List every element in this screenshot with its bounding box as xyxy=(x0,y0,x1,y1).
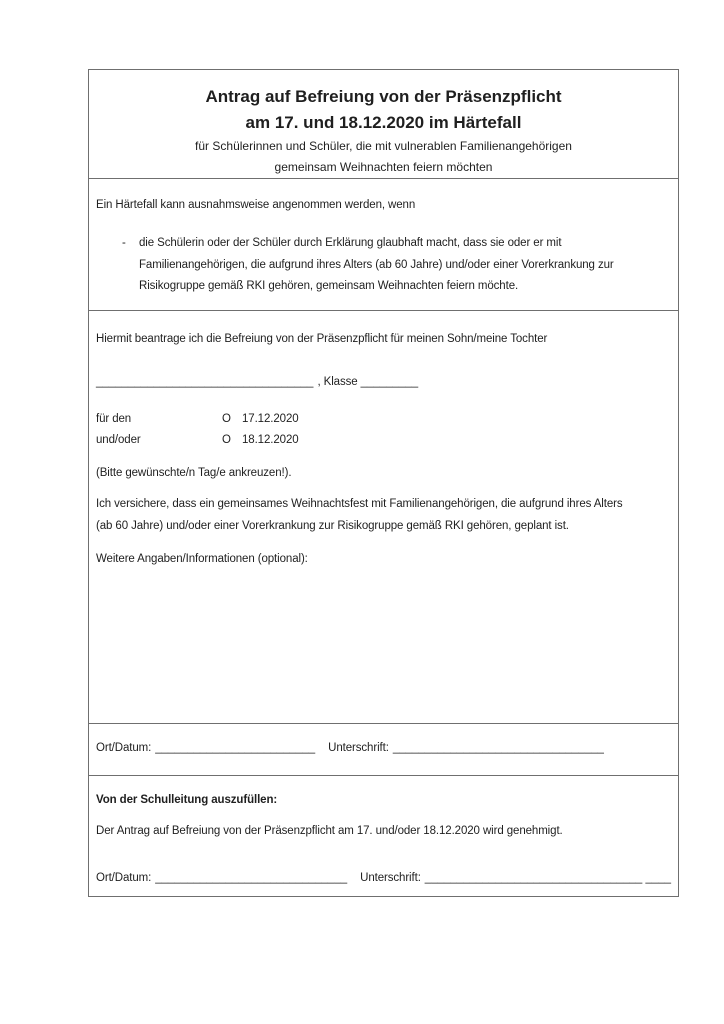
ort-datum-blank[interactable]: _________________________ xyxy=(155,742,316,754)
hardship-bullet-line-3: Risikogruppe gemäß RKI gehören, gemeinsam Weihnachten feiern möchte. xyxy=(139,280,519,292)
klasse-blank[interactable]: _________ xyxy=(360,376,419,388)
ort-datum-label: Ort/Datum: xyxy=(96,742,152,754)
school-ort-datum-blank[interactable]: ______________________________ xyxy=(155,872,348,884)
optional-info-area[interactable] xyxy=(96,570,671,723)
form-subtitle-line-2: gemeinsam Weihnachten feiern möchten xyxy=(274,160,493,174)
application-form xyxy=(88,69,679,897)
applicant-signature-section xyxy=(89,723,678,775)
school-management-section xyxy=(89,775,678,896)
hardship-definition-section xyxy=(89,178,678,310)
day-option-2-date: 18.12.2020 xyxy=(242,434,299,446)
school-section-heading: Von der Schulleitung auszufüllen: xyxy=(96,794,278,806)
checkbox-17-12-2020[interactable]: O xyxy=(222,413,231,425)
school-unterschrift-blank[interactable]: __________________________________ ____ xyxy=(424,872,672,884)
assurance-line-2: (ab 60 Jahre) und/oder einer Vorerkrankung zur Risikogruppe gemäß RKI gehören, geplant ist. xyxy=(96,520,569,532)
checkbox-18-12-2020[interactable]: O xyxy=(222,434,231,446)
checkbox-note: (Bitte gewünschte/n Tag/e ankreuzen!). xyxy=(96,467,292,479)
hardship-bullet-line-1: die Schülerin oder der Schüler durch Erklärung glaubhaft macht, dass sie oder er mit xyxy=(139,237,562,249)
more-info-label: Weitere Angaben/Informationen (optional): xyxy=(96,553,308,565)
spacer xyxy=(315,738,328,759)
spacer xyxy=(347,868,360,889)
applicant-signature-row xyxy=(96,738,671,759)
unterschrift-blank[interactable]: _________________________________ xyxy=(392,742,604,754)
day-options xyxy=(96,409,671,451)
hardship-bullet-item xyxy=(96,233,671,298)
request-statement: Hiermit beantrage ich die Befreiung von der Präsenzpflicht für meinen Sohn/meine Tochter xyxy=(96,333,548,345)
school-signature-row xyxy=(96,868,671,889)
assurance-statement xyxy=(96,493,671,537)
hardship-bullet-line-2: Familienangehörigen, die aufgrund ihres Alters (ab 60 Jahre) und/oder einer Vorerkrankung zur xyxy=(139,258,614,271)
unterschrift-label: Unterschrift: xyxy=(328,742,389,754)
approval-statement: Der Antrag auf Befreiung von der Präsenzpflicht am 17. und/oder 18.12.2020 wird genehmigt. xyxy=(96,825,563,837)
title-section xyxy=(89,70,678,178)
day-option-1-label: für den xyxy=(96,413,132,425)
form-title-line-2: am 17. und 18.12.2020 im Härtefall xyxy=(245,113,522,132)
application-section xyxy=(89,310,678,723)
name-class-row xyxy=(96,372,671,393)
school-ort-datum-label: Ort/Datum: xyxy=(96,872,152,884)
day-option-1-date: 17.12.2020 xyxy=(242,413,299,425)
bullet-dash: - xyxy=(122,237,126,249)
school-unterschrift-label: Unterschrift: xyxy=(360,872,421,884)
hardship-bullet-text xyxy=(139,233,614,298)
form-subtitle-line-1: für Schülerinnen und Schüler, die mit vulnerablen Familienangehörigen xyxy=(195,139,572,153)
day-option-row-1 xyxy=(96,409,671,430)
day-option-row-2 xyxy=(96,430,671,451)
hardship-intro: Ein Härtefall kann ausnahmsweise angenommen werden, wenn xyxy=(96,199,416,211)
form-title-line-1: Antrag auf Befreiung von der Präsenzpflicht xyxy=(205,87,562,106)
assurance-line-1: Ich versichere, dass ein gemeinsames Weihnachtsfest mit Familienangehörigen, die aufgrund ihres Alters xyxy=(96,498,623,510)
day-option-2-label: und/oder xyxy=(96,434,141,446)
student-name-blank[interactable]: __________________________________ xyxy=(96,376,314,388)
klasse-label: , Klasse xyxy=(317,376,358,388)
